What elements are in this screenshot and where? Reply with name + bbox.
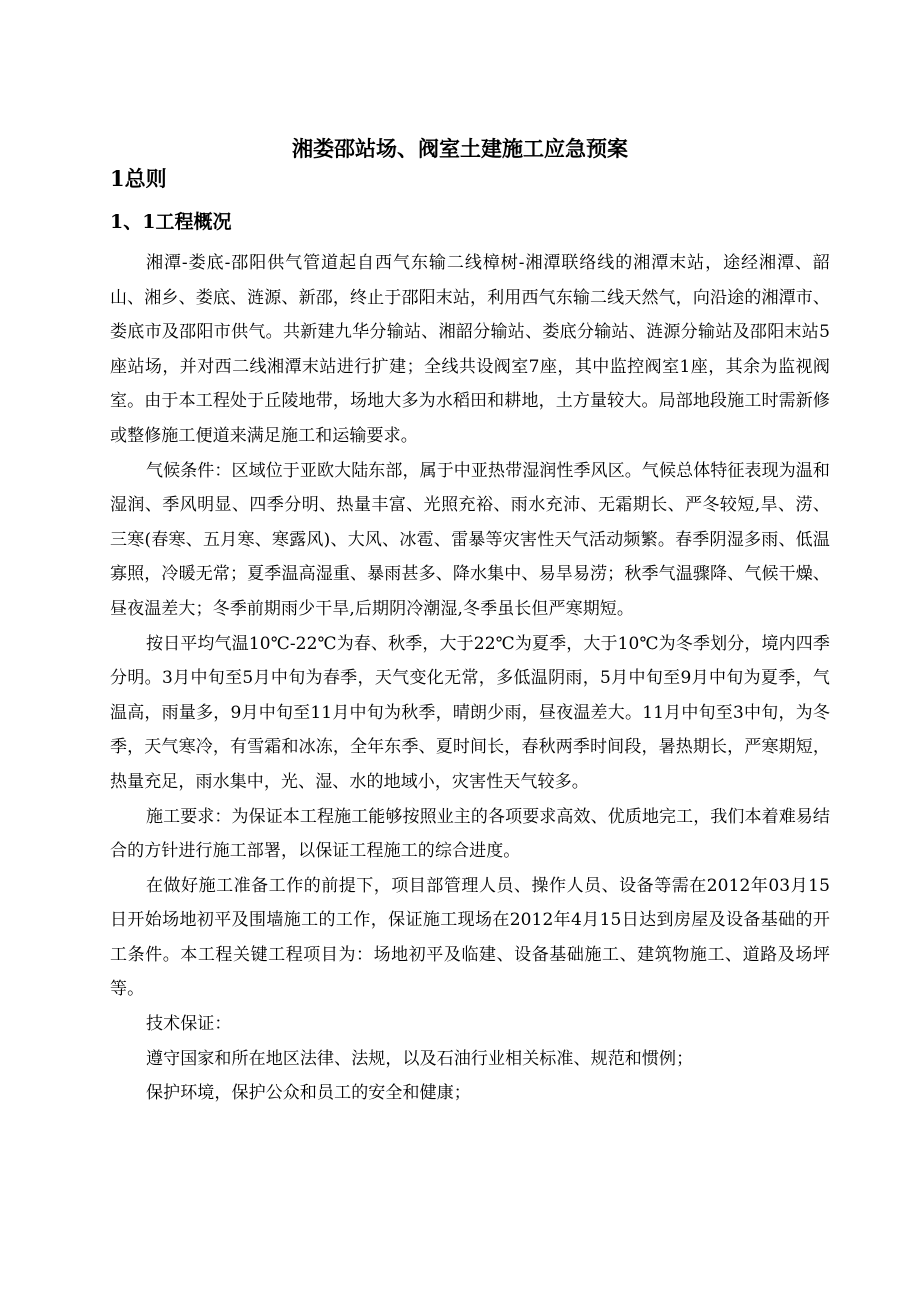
paragraph-compliance: 遵守国家和所在地区法律、法规，以及石油行业相关标准、规范和惯例； — [146, 1048, 694, 1069]
document-title: 湘娄邵站场、阀室土建施工应急预案 — [292, 136, 628, 161]
paragraph-seasons: 按日平均气温10℃-22℃为春、秋季，大于22℃为夏季，大于10℃为冬季划分，境内四季分明。3月中旬至5月中旬为春季，天气变化无常，多低温阴雨，5月中旬至9月中旬为夏季，气温高，雨量多，9月中旬至11月中旬为秋季，晴朗少雨，昼夜温差大。11月中旬至3中旬，为冬季，天气寒冷，有雪霜和冰冻，全年东季、夏时间长，春秋两季时间段，暑热期长，严寒期短，热量充足，雨水集中，光、湿、水的地域小，灾害性天气较多。 — [110, 633, 830, 792]
paragraph-environment-safety: 保护环境，保护公众和员工的安全和健康； — [146, 1083, 471, 1104]
subsection-heading: 1、1工程概况 — [110, 211, 232, 233]
paragraph-climate-conditions: 气候条件：区域位于亚欧大陆东部，属于中亚热带湿润性季风区。气候总体特征表现为温和湿润、季风明显、四季分明、热量丰富、光照充裕、雨水充沛、无霜期长、严冬较短,旱、涝、三寒(春寒、五月寒、寒露风)、大风、冰雹、雷暴等灾害性天气活动频繁。春季阴湿多雨、低温寡照，冷暖无常；夏季温高湿重、暴雨甚多、降水集中、易旱易涝；秋季气温骤降、气候干燥、昼夜温差大；冬季前期雨少干旱,后期阴冷潮湿,冬季虽长但严寒期短。 — [110, 460, 830, 619]
paragraph-schedule: 在做好施工准备工作的前提下，项目部管理人员、操作人员、设备等需在2012年03月15日开始场地初平及围墙施工的工作，保证施工现场在2012年4月15日达到房屋及设备基础的开工条件。本工程关键工程项目为：场地初平及临建、设备基础施工、建筑物施工、道路及场坪等。 — [110, 875, 830, 1000]
paragraph-technical-guarantee: 技术保证： — [146, 1014, 232, 1035]
section-heading: 1总则 — [110, 166, 167, 191]
paragraph-project-overview: 湘潭-娄底-邵阳供气管道起自西气东输二线樟树-湘潭联络线的湘潭末站，途经湘潭、韶山、湘乡、娄底、涟源、新邵，终止于邵阳末站，利用西气东输二线天然气，向沿途的湘潭市、娄底市及邵阳市供气。共新建九华分输站、湘韶分输站、娄底分输站、涟源分输站及邵阳末站5座站场，并对西二线湘潭末站进行扩建；全线共设阀室7座，其中监控阀室1座，其余为监视阀室。由于本工程处于丘陵地带，场地大多为水稻田和耕地，土方量较大。局部地段施工时需新修或整修施工便道来满足施工和运输要求。 — [110, 253, 830, 446]
paragraph-construction-requirements: 施工要求：为保证本工程施工能够按照业主的各项要求高效、优质地完工，我们本着难易结合的方针进行施工部署，以保证工程施工的综合进度。 — [110, 806, 830, 862]
document-body — [110, 246, 830, 1111]
